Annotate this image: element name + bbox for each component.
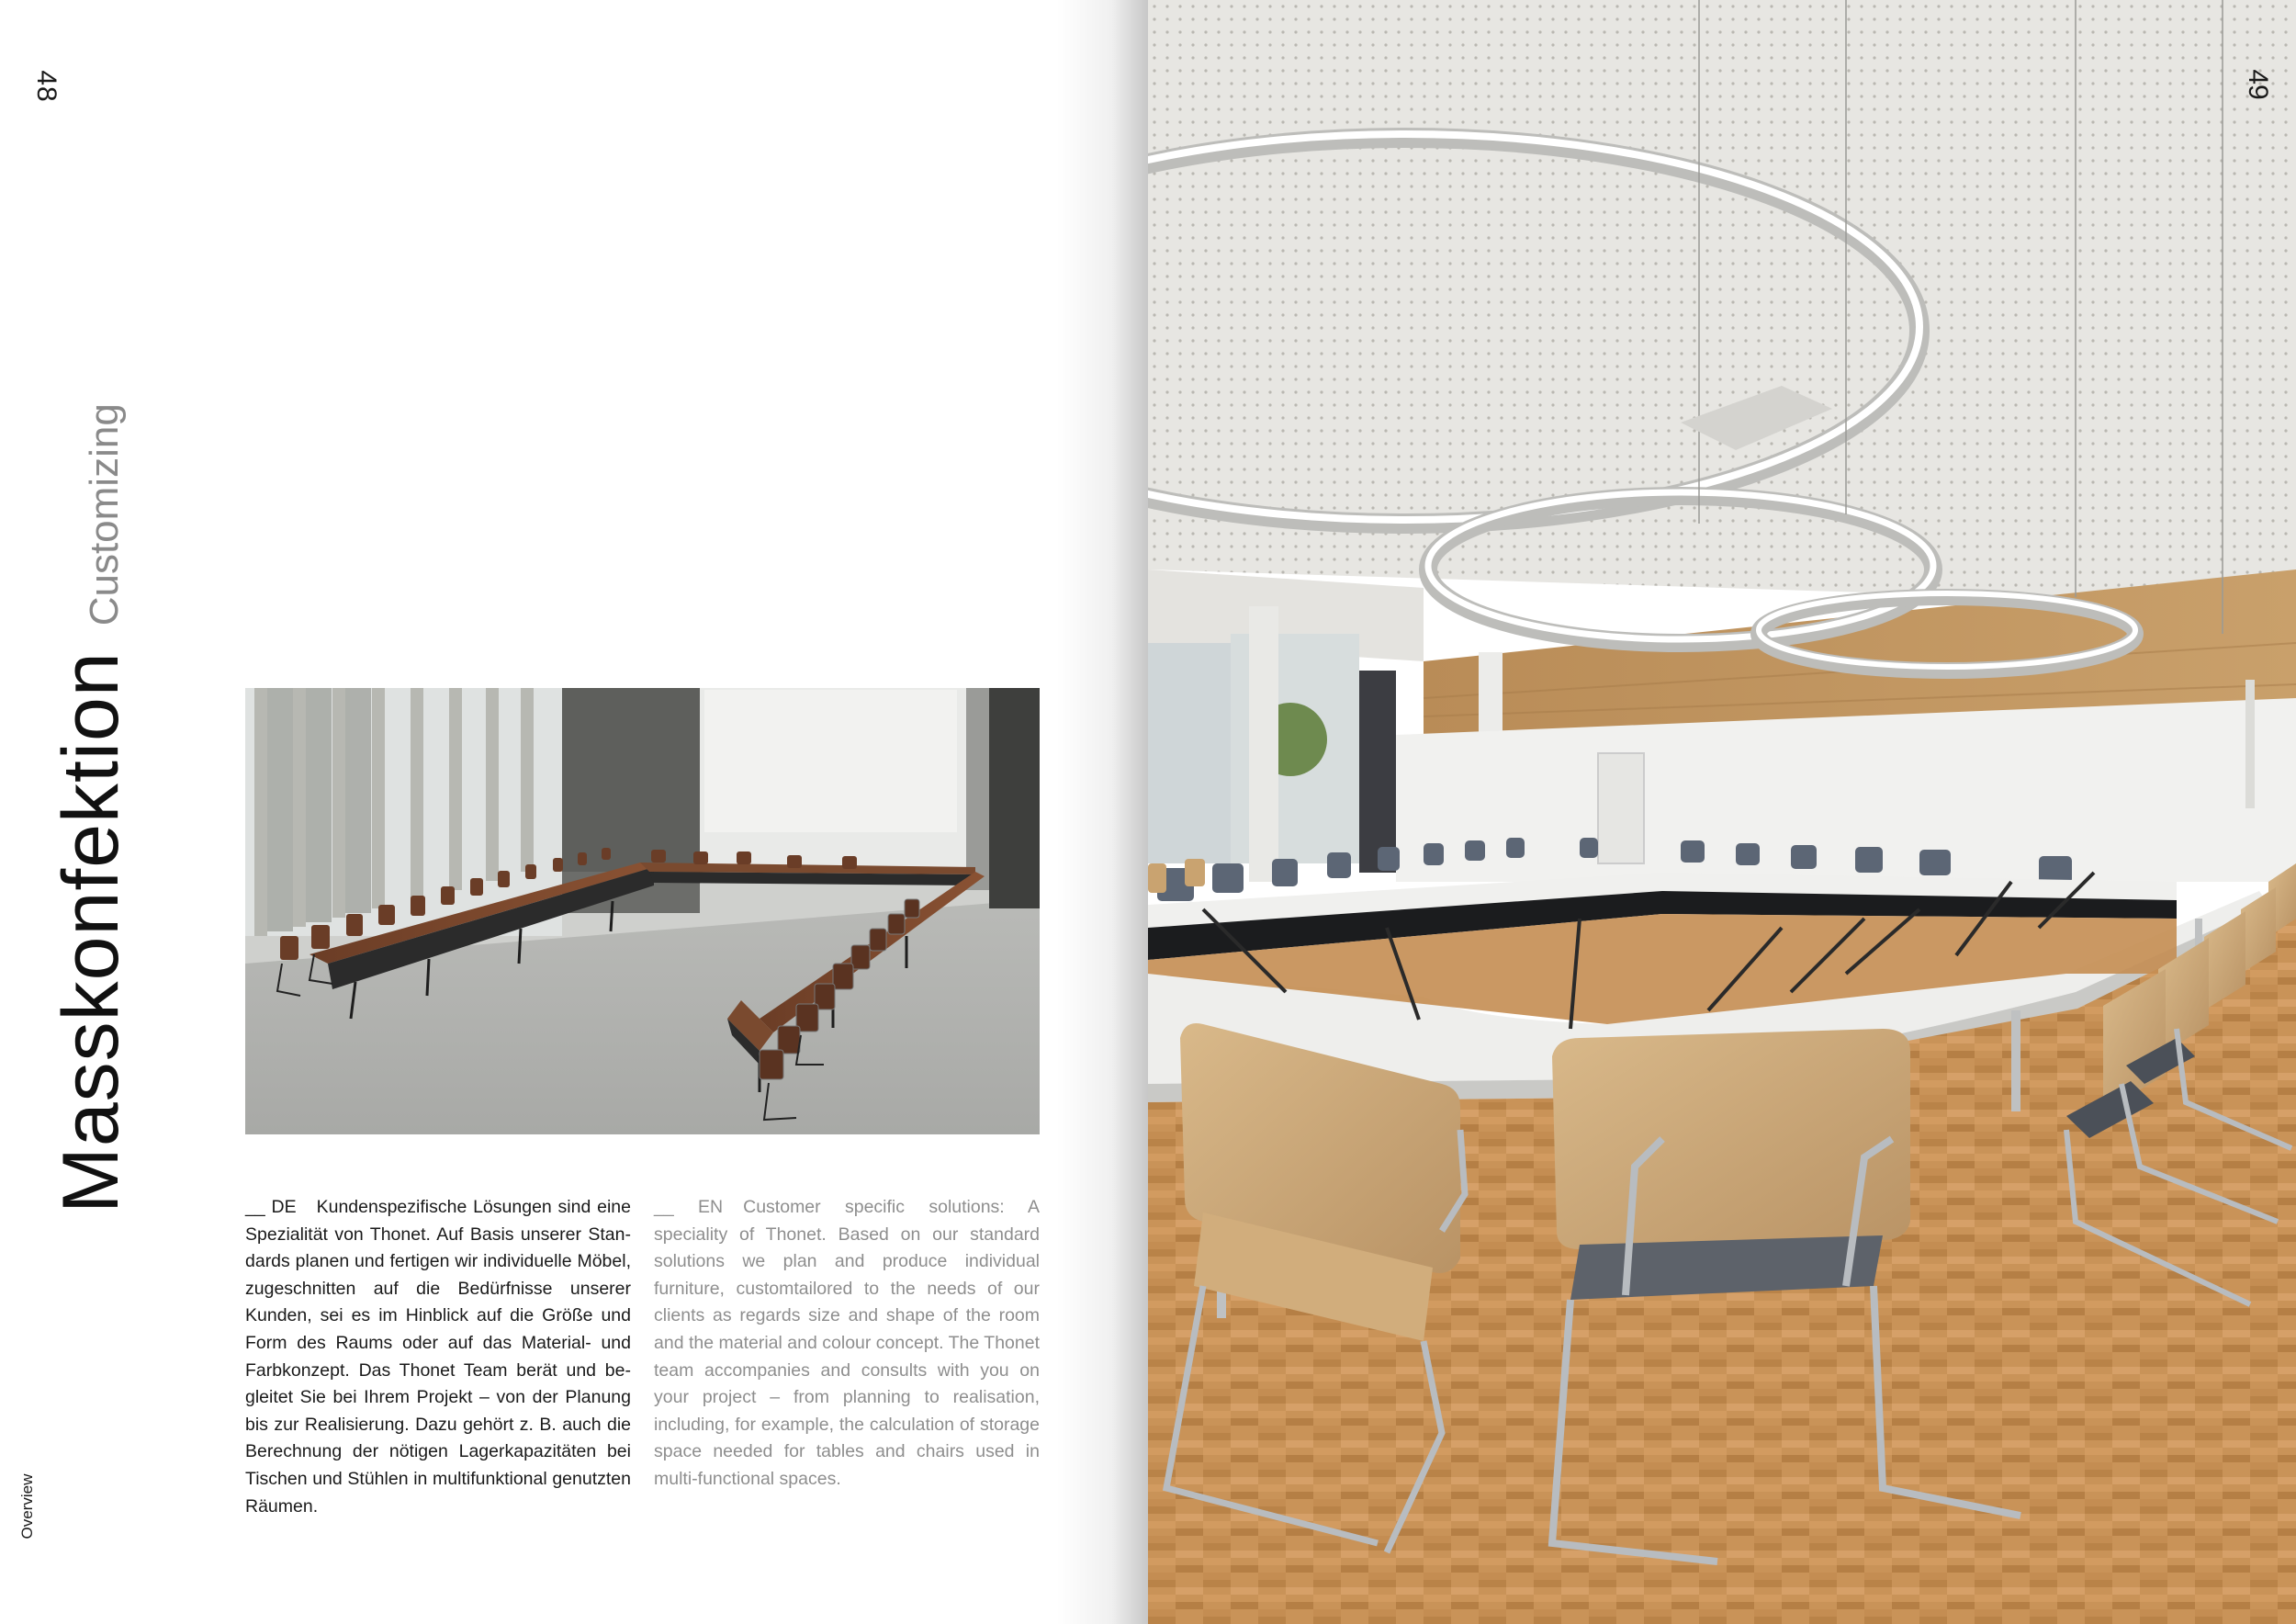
lang-tag-en: __ EN xyxy=(654,1197,724,1217)
right-page xyxy=(1148,0,2296,1624)
gutter-shadow xyxy=(1056,0,1148,1624)
conference-room-photo-small xyxy=(245,688,1040,1134)
section-label: Overview xyxy=(18,1473,36,1539)
vertical-title xyxy=(46,303,137,1314)
text-column-en xyxy=(654,1194,1040,1494)
page-number-right: 49 xyxy=(2243,69,2273,100)
body-text-de: Kundenspezifische Lösungen sind eine Spezialität von Thonet. Auf Basis unserer Standards planen und fertigen wir individuelle Möbel, zugeschnitten auf die Bedürfnisse unserer Kunden, sei es im Hinblick auf die Größe und Form des Raums oder auf das Material- und Farbkonzept. Das Thonet Team berät und begleitet Sie bei Ihrem Projekt – von der Planung bis zur Realisierung. Dazu gehört z. B. auch die Berechnung der nötigen Lagerkapazitäten bei Tischen und Stühlen in multifunktional genutzten Räumen. xyxy=(245,1197,631,1517)
conference-room-illustration xyxy=(245,688,1040,1134)
page-title-sub: Customizing xyxy=(82,403,127,626)
text-column-de xyxy=(245,1194,631,1520)
lang-tag-de: __ DE xyxy=(245,1197,297,1217)
page-title-main: Masskonfektion xyxy=(47,651,135,1213)
page-number-left: 48 xyxy=(31,70,62,103)
conference-room-photo-large xyxy=(1148,0,2296,1624)
body-text-en: Customer specific solutions: A speciality of Thonet. Based on our standard solutions we plan and produce individual furniture, customtailored to the needs of our clients as regards size and shape of the room and the material and colour concept. The Thonet team accompanies and consults with you on your project – from planning to realisation, including, for example, the calculation of storage space needed for tables and chairs used in multi-functional spaces. xyxy=(654,1197,1040,1489)
